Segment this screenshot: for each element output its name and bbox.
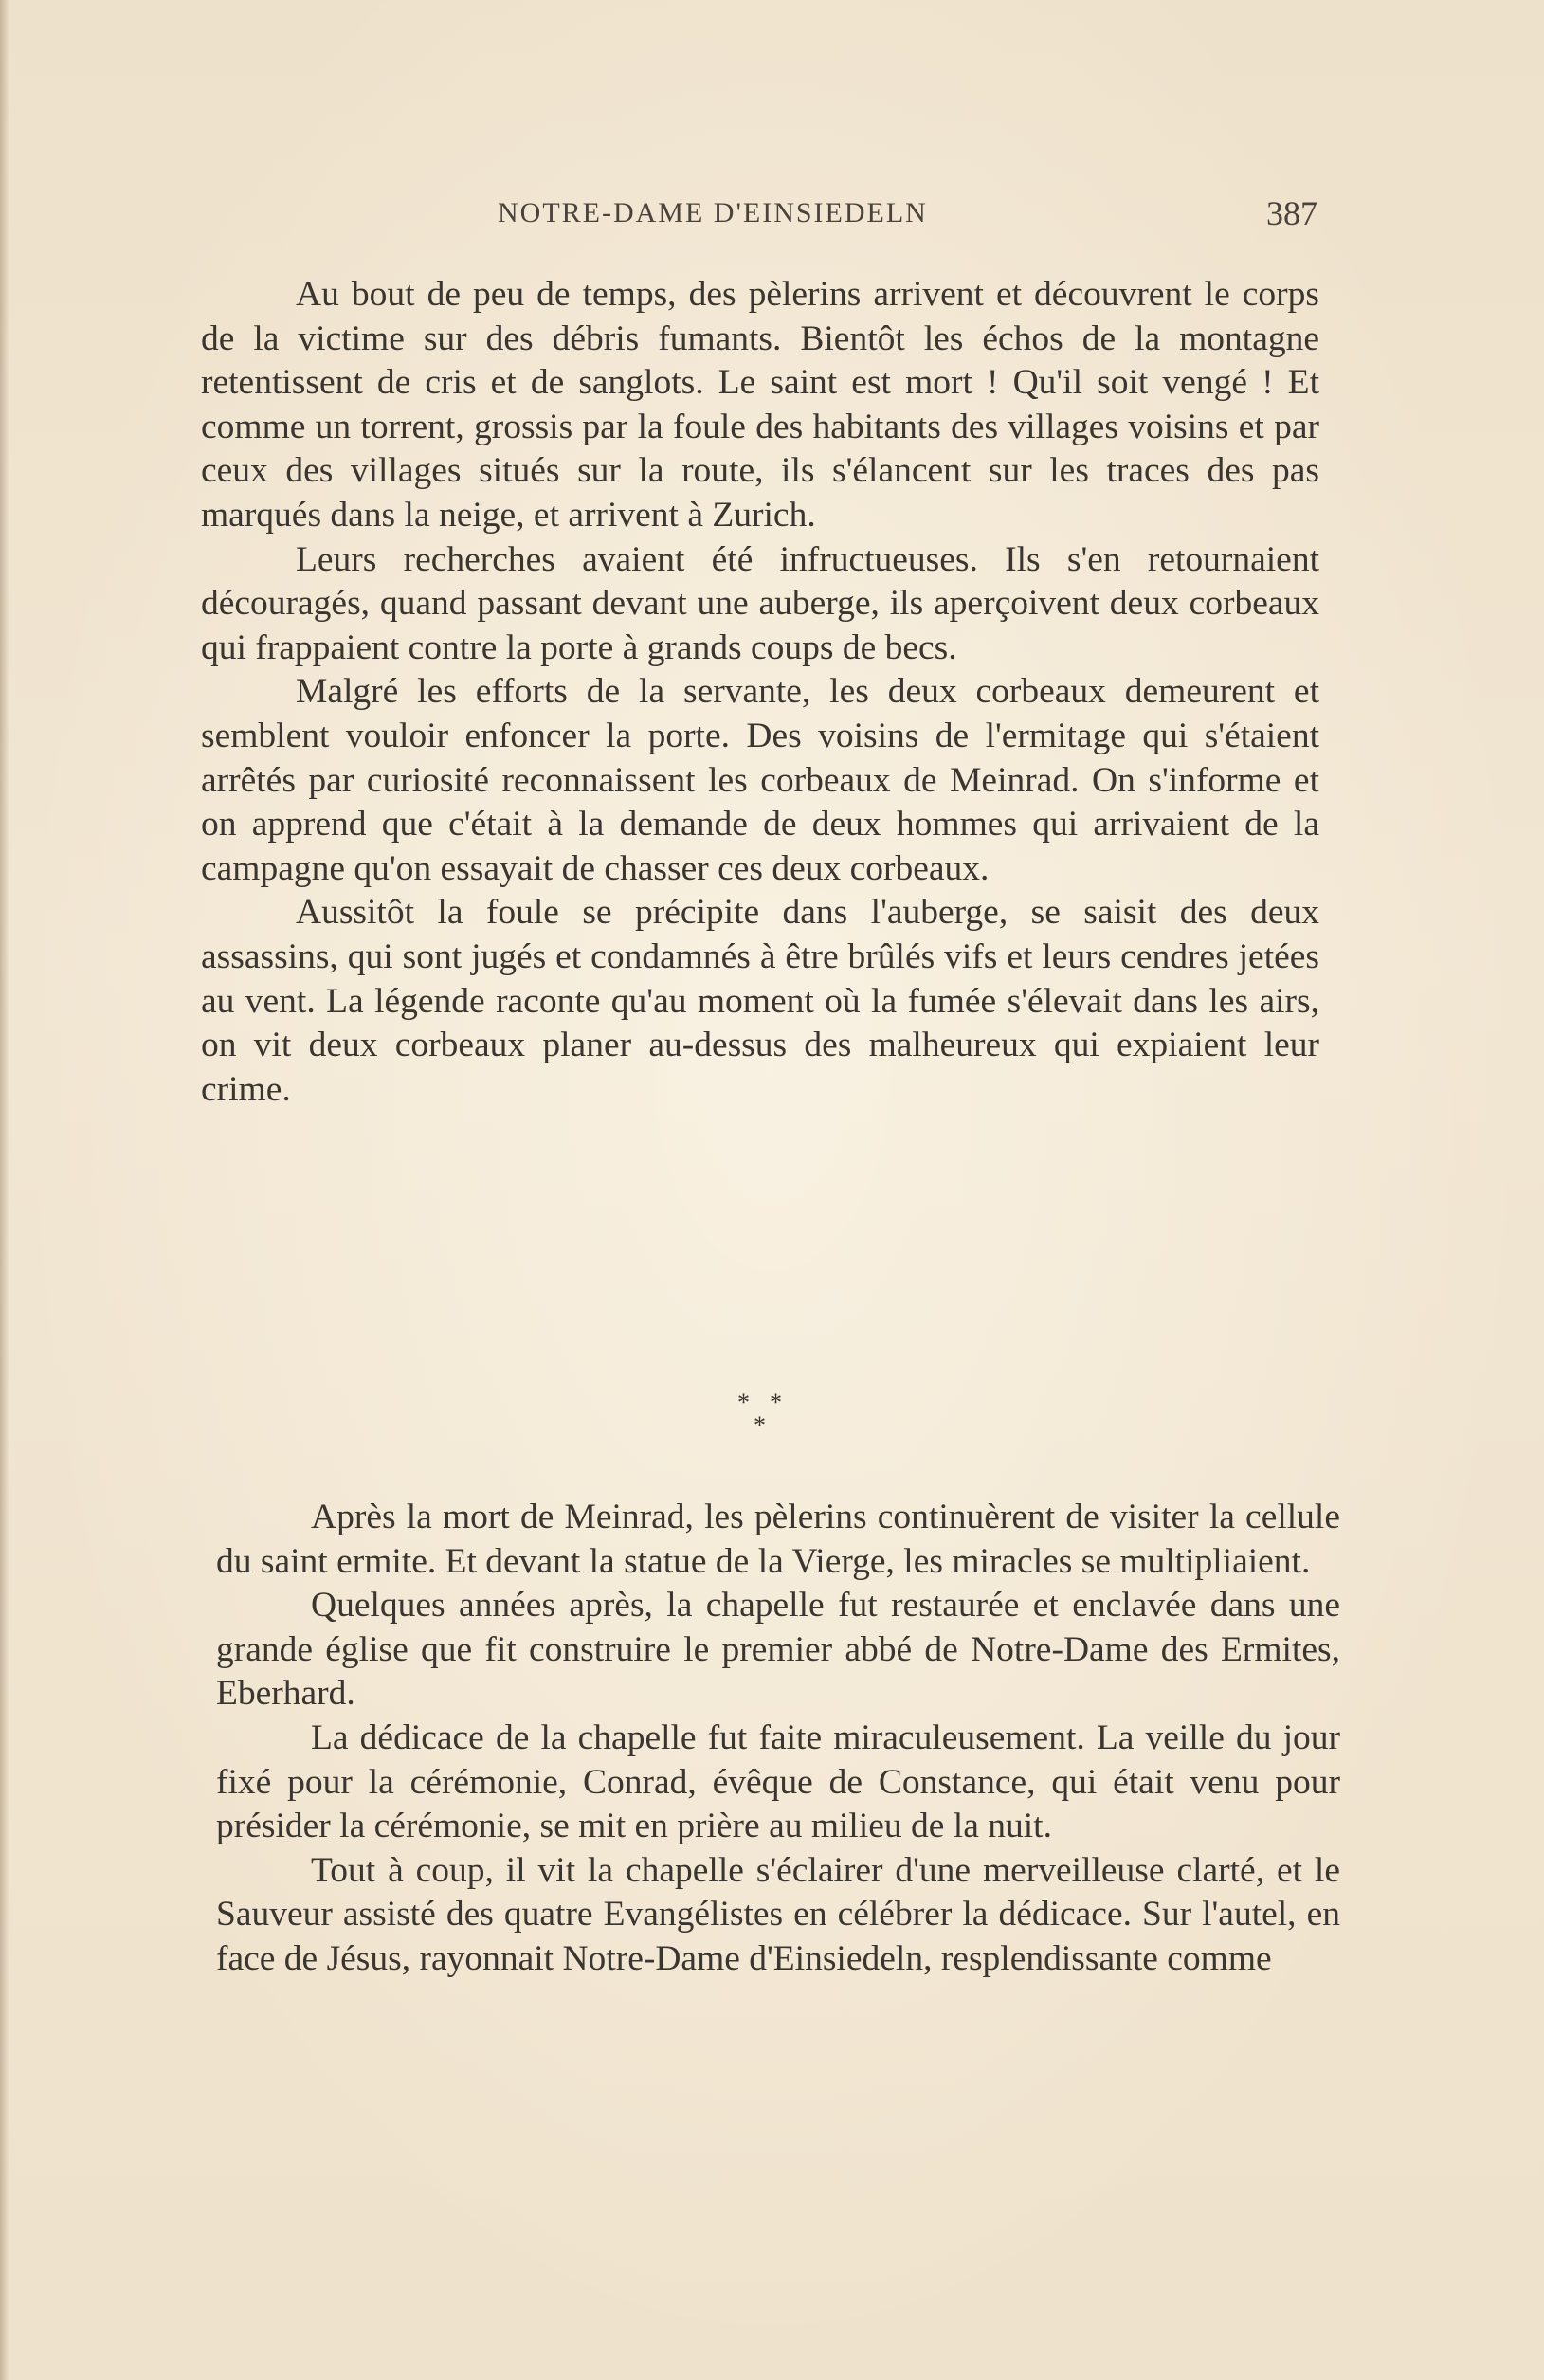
text-section-1 bbox=[201, 273, 1319, 1112]
text-section-2 bbox=[216, 1496, 1340, 1982]
section-separator-asterism bbox=[730, 1389, 815, 1455]
asterism-star: * bbox=[754, 1411, 766, 1439]
paragraph-after-death: Après la mort de Meinrad, les pèlerins continuèrent de visiter la cellule du saint ermite. Et devant la statue de la Vierge, les miracles se multipliaient. bbox=[216, 1498, 1340, 1581]
paragraph-search-fruitless: Leurs recherches avaient été infructueuses. Ils s'en retournaient découragés, quand passant devant une auberge, ils aperçoivent deux corbeaux qui frappaient contre la porte à grands coups de becs. bbox=[201, 539, 1319, 667]
asterism-star: * bbox=[737, 1389, 750, 1416]
paragraph-ravens-at-door: Malgré les efforts de la servante, les deux corbeaux demeurent et semblent vouloir enfoncer la porte. Des voisins de l'ermitage qui s'étaient arrêtés par curiosité reconnaissent les corbeaux de Meinrad. On s'informe et on apprend que c'était à la demande de deux hommes qui arrivaient de la campagne qu'on essayait de chasser ces deux corbeaux. bbox=[201, 672, 1319, 888]
paragraph-dedication: La dédicace de la chapelle fut faite miraculeusement. La veille du jour fixé pour la cérémonie, Conrad, évêque de Constance, qui était venu pour présider la cérémonie, se mit en prière au milieu de la nuit. bbox=[216, 1717, 1340, 1846]
asterism-star: * bbox=[770, 1389, 782, 1416]
running-head bbox=[199, 194, 1317, 245]
paragraph-vision: Tout à coup, il vit la chapelle s'éclairer d'une merveilleuse clarté, et le Sauveur assisté des quatre Evangélistes en célébrer la dédicace. Sur l'autel, en face de Jésus, rayonnait Notre-Dame d'Einsiedeln, resplendissante comme bbox=[216, 1850, 1340, 1978]
paragraph-pilgrims-arrive: Au bout de peu de temps, des pèlerins arrivent et découvrent le corps de la victime sur des débris fumants. Bientôt les échos de la montagne retentissent de cris et de sanglots. Le saint est mort ! Qu'il soit vengé ! Et comme un torrent, grossis par la foule des habitants des villages voisins et par ceux des villages situés sur la route, ils s'élancent sur les traces des pas marqués dans la neige, et arrivent à Zurich. bbox=[201, 275, 1319, 535]
running-head-title: NOTRE-DAME D'EINSIEDELN bbox=[498, 197, 928, 228]
paragraph-chapel-restored: Quelques années après, la chapelle fut restaurée et enclavée dans une grande église que fit construire le premier abbé de Notre-Dame des Ermites, Eberhard. bbox=[216, 1586, 1340, 1714]
page-number: 387 bbox=[1266, 194, 1317, 232]
paragraph-assassins-judged: Aussitôt la foule se précipite dans l'auberge, se saisit des deux assassins, qui sont jugés et condamnés à être brûlés vifs et leurs cendres jetées au vent. La légende raconte qu'au moment où la fumée s'élevait dans les airs, on vit deux corbeaux planer au-dessus des malheureux qui expiaient leur crime. bbox=[201, 893, 1319, 1109]
page-edge-shadow bbox=[0, 0, 9, 2380]
